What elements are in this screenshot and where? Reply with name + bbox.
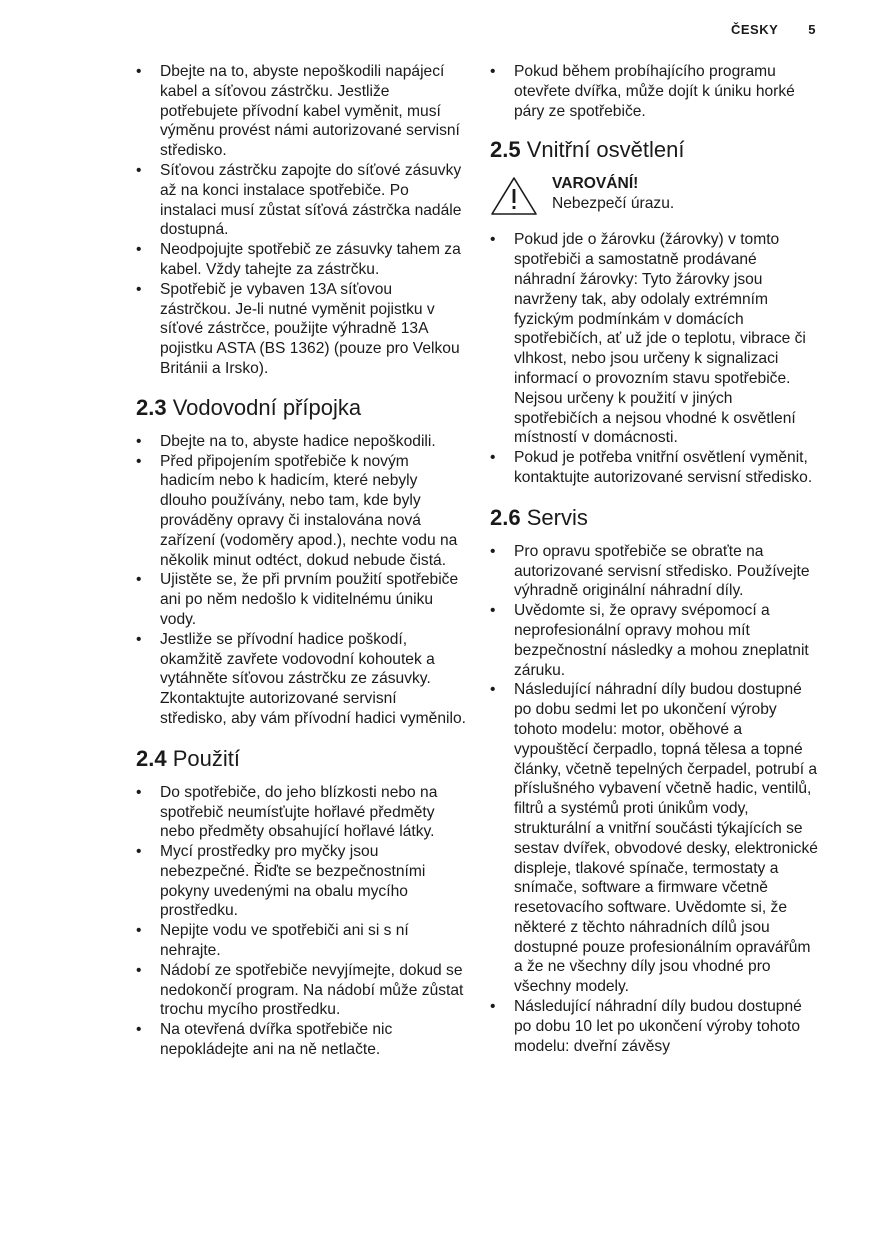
- section-2-6-list: [490, 542, 820, 1057]
- list-item: • Nádobí ze spotřebiče nevyjímejte, dokud se nedokončí program. Na nádobí může zůstat trochu mycího prostředku.: [136, 961, 466, 1020]
- list-item: • Ujistěte se, že při prvním použití spotřebiče ani po něm nedošlo k viditelnému úniku vody.: [136, 570, 466, 629]
- warning-box: [490, 174, 820, 216]
- intro-list-left: [136, 62, 466, 379]
- section-number: 2.5: [490, 137, 521, 163]
- section-heading-2-6: [490, 504, 820, 532]
- list-item: • Následující náhradní díly budou dostupné po dobu 10 let po ukončení výroby tohoto modelu: dveřní závěsy: [490, 997, 820, 1056]
- left-column: [136, 62, 466, 1060]
- section-2-4-list: [136, 783, 466, 1060]
- intro-list-right: [490, 62, 820, 121]
- right-column: [490, 62, 820, 1056]
- section-title: Vnitřní osvětlení: [526, 137, 685, 163]
- page-header: [731, 22, 816, 37]
- list-item: • Pokud je potřeba vnitřní osvětlení vyměnit, kontaktujte autorizované servisní středisko.: [490, 448, 820, 488]
- list-item: • Dbejte na to, abyste nepoškodili napájecí kabel a síťovou zástrčku. Jestliže potřebujete přívodní kabel vyměnit, musí výměnu provést námi autorizované servisní středisko.: [136, 62, 466, 161]
- list-item: • Dbejte na to, abyste hadice nepoškodili.: [136, 432, 466, 452]
- warning-triangle-icon: [490, 176, 538, 216]
- list-item: • Pokud během probíhajícího programu otevřete dvířka, může dojít k úniku horké páry ze spotřebiče.: [490, 62, 820, 121]
- list-item: • Před připojením spotřebiče k novým hadicím nebo k hadicím, které nebyly dlouho používány, nebo tam, kde byly prováděny opravy či instalována nová zařízení (vodoměry apod.), nechte vodu na několik minut odtéct, dokud nebude čistá.: [136, 452, 466, 571]
- language-label: ČESKY: [730, 22, 779, 37]
- section-number: 2.3: [136, 394, 167, 420]
- section-title: Vodovodní přípojka: [172, 394, 362, 420]
- list-item: • Do spotřebiče, do jeho blízkosti nebo na spotřebič neumísťujte hořlavé předměty nebo předměty obsahující hořlavé látky.: [136, 783, 466, 842]
- list-item: • Jestliže se přívodní hadice poškodí, okamžitě zavřete vodovodní kohoutek a vytáhněte síťovou zástrčku ze zásuvky. Zkontaktujte autorizované servisní středisko, aby vám přívodní hadici vyměnilo.: [136, 630, 466, 729]
- list-item: • Neodpojujte spotřebič ze zásuvky tahem za kabel. Vždy tahejte za zástrčku.: [136, 240, 466, 280]
- warning-text: Nebezpečí úrazu.: [552, 195, 675, 213]
- section-2-3-list: [136, 432, 466, 729]
- list-item: • Uvědomte si, že opravy svépomocí a neprofesionální opravy mohou mít bezpečnostní následky a mohou zneplatnit záruku.: [490, 601, 820, 680]
- list-item: • Na otevřená dvířka spotřebiče nic nepokládejte ani na ně netlačte.: [136, 1020, 466, 1060]
- list-item: • Nepijte vodu ve spotřebiči ani si s ní nehrajte.: [136, 921, 466, 961]
- list-item: • Následující náhradní díly budou dostupné po dobu sedmi let po ukončení výroby tohoto modelu: motor, oběhové a vypouštěcí čerpadlo, topná tělesa a topné články, včetně tepelných čerpadel, potrubí a příslušného vybavení včetně hadic, ventilů, filtrů a systémů proti únikům vody, strukturální a vnitřní součásti týkajících se sestav dvířek, obvodové desky, elektronické displeje, tlakové spínače, termostaty a snímače, software a firmware včetně resetovacího software. Uvědomte si, že některé z těchto náhradních dílů jsou dostupné pouze profesionálním opravářům a že ne všechny díly jsou vhodné pro všechny modely.: [490, 680, 820, 997]
- section-number: 2.4: [136, 745, 167, 771]
- section-2-5-list: [490, 230, 820, 487]
- section-heading-2-4: [136, 745, 466, 773]
- warning-content: [552, 174, 674, 214]
- page-number: 5: [808, 22, 816, 37]
- section-heading-2-3: [136, 394, 466, 422]
- list-item: • Pro opravu spotřebiče se obraťte na autorizované servisní středisko. Používejte výhradně originální náhradní díly.: [490, 542, 820, 601]
- section-title: Použití: [172, 745, 240, 771]
- section-heading-2-5: [490, 136, 820, 164]
- list-item: • Síťovou zástrčku zapojte do síťové zásuvky až na konci instalace spotřebiče. Po instalaci musí zůstat síťová zástrčka nadále dostupná.: [136, 161, 466, 240]
- list-item: • Mycí prostředky pro myčky jsou nebezpečné. Řiďte se bezpečnostními pokyny uvedenými na obalu mycího prostředku.: [136, 842, 466, 921]
- warning-title: VAROVÁNÍ!: [552, 175, 639, 193]
- section-number: 2.6: [490, 504, 521, 530]
- list-item: • Pokud jde o žárovku (žárovky) v tomto spotřebiči a samostatně prodávané náhradní žárovky: Tyto žárovky jsou navrženy tak, aby odolaly extrémním fyzickým podmínkám v domácích spotřebičích, ať už jde o teplotu, vibrace či vlhkost, nebo jsou určeny k signalizaci informací o provozním stavu spotřebiče. Nejsou určeny k použití v jiných spotřebičích a nejsou vhodné k osvětlení místností v domácnosti.: [490, 230, 820, 448]
- list-item: • Spotřebič je vybaven 13A síťovou zástrčkou. Je-li nutné vyměnit pojistku v síťové zástrčce, použijte výhradně 13A pojistku ASTA (BS 1362) (pouze pro Velkou Británii a Irsko).: [136, 280, 466, 379]
- section-title: Servis: [526, 504, 588, 530]
